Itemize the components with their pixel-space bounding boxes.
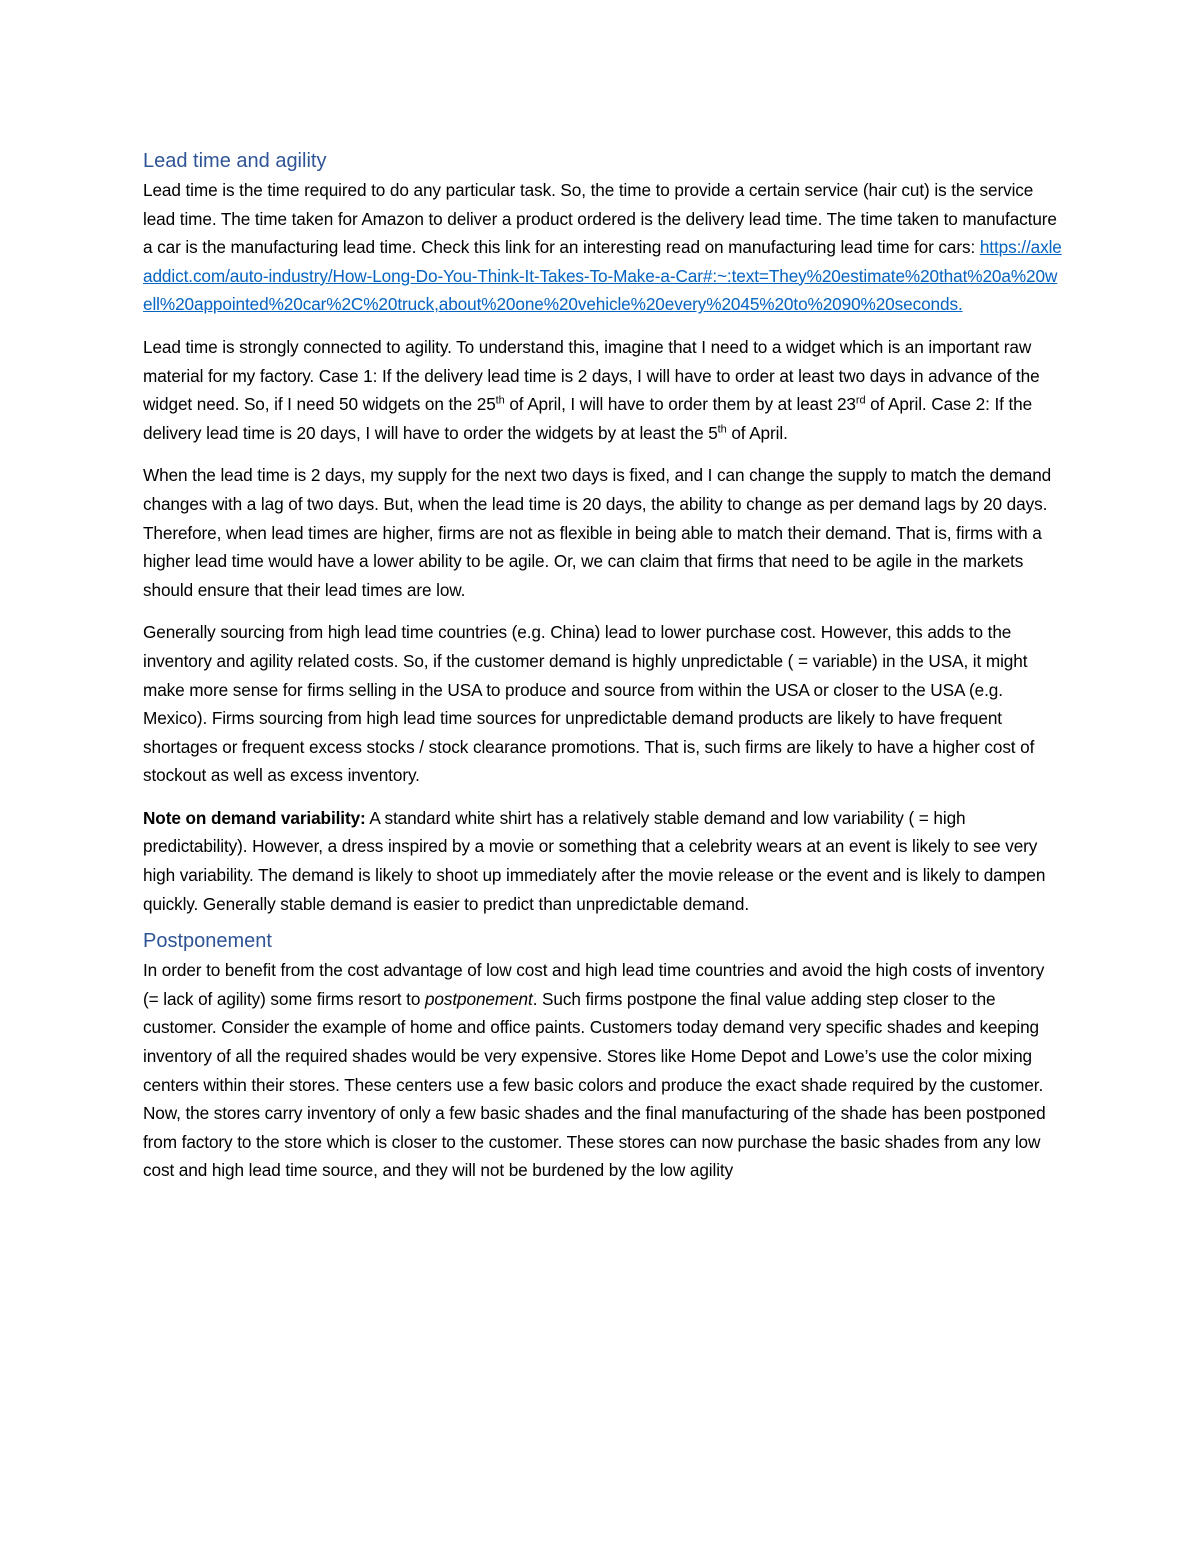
paragraph-sourcing-costs: Generally sourcing from high lead time countries (e.g. China) lead to lower purchase cost. However, this adds to the inventory and agility related costs. So, if the customer demand is highly unpredictable ( = variable) in the USA, it might make more sense for firms selling in the USA to produce and source from within the USA or closer to the USA (e.g. Mexico). Firms sourcing from high lead time sources for unpredictable demand products are likely to have frequent shortages or frequent excess stocks / stock clearance promotions. That is, such firms are likely to have a higher cost of stockout as well as excess inventory. [143,622,1035,786]
ordinal-suffix: th [717,423,727,436]
paragraph-postponement [143,956,1063,1185]
paragraph-demand-variability-note [143,804,1063,918]
ordinal-suffix: rd [855,394,866,407]
italic-term: postponement [424,988,533,1009]
section-heading-postponement: Postponement [143,930,272,953]
paragraph-text: Lead time is the time required to do any particular task. So, the time to provide a certain service (hair cut) is the service lead time. The time taken for Amazon to deliver a product ordered is the delivery lead time. The time taken to manufacture a car is the manufacturing lead time. Check this link for an interesting read on manufacturing lead time for cars: [143,180,1057,258]
paragraph-text: of April. [726,422,788,443]
paragraph-text: A standard white shirt has a relatively stable demand and low variability ( = high predictability). However, a dress inspired by a movie or something that a celebrity wears at an event is likely to see very high variability. The demand is likely to shoot up immediately after the movie release or the event and is likely to dampen quickly. Generally stable demand is easier to predict than unpredictable demand. [143,807,1046,914]
paragraph-text: of April. Case 2: If the delivery lead time is 20 days, I will have to order the widgets by at least the 5 [143,394,1033,443]
ordinal-suffix: th [495,394,505,407]
paragraph-text: of April, I will have to order them by at least 23 [504,394,856,415]
section-heading-lead-time: Lead time and agility [143,150,327,172]
paragraph-lead-time-flexibility: When the lead time is 2 days, my supply for the next two days is fixed, and I can change the supply to match the demand changes with a lag of two days. But, when the lead time is 20 days, the ability to change as per demand lags by 20 days. Therefore, when lead times are higher, firms are not as flexible in being able to match their demand. That is, firms with a higher lead time would have a lower ability to be agile. Or, we can claim that firms that need to be agile in the markets should ensure that their lead times are low. [143,465,1052,600]
paragraph-text: Lead time is strongly connected to agility. To understand this, imagine that I need to a widget which is an important raw material for my factory. Case 1: If the delivery lead time is 2 days, I will have to order at least two days in advance of the widget need. So, if I need 50 widgets on the 25 [143,336,1040,415]
paragraph-text: In order to benefit from the cost advantage of low cost and high lead time countries and avoid the high costs of inventory (= lack of agility) some firms resort to [143,960,1045,1009]
document-page [143,146,1063,1199]
axleaddict-link[interactable]: https://axleaddict.com/auto-industry/How-Long-Do-You-Think-It-Takes-To-Make-a-Car#:~:text=They%20estimate%20that%20a%20well%20appointed%20car%2C%20truck,about%20one%20vehicle%20every%2045%20to%2090%20seconds. [143,237,1062,315]
paragraph-text: . Such firms postpone the final value adding step closer to the customer. Consider the example of home and office paints. Customers today demand very specific shades and keeping inventory of all the required shades would be very expensive. Stores like Home Depot and Lowe’s use the color mixing centers within their stores. These centers use a few basic colors and produce the exact shade required by the customer. Now, the stores carry inventory of only a few basic shades and the final manufacturing of the shade has been postponed from factory to the store which is closer to the customer. These stores can now purchase the basic shades from any low cost and high lead time source, and they will not be burdened by the low agility [143,988,1046,1181]
paragraph-agility-cases [143,333,1063,447]
paragraph-lead-time-definition [143,176,1063,319]
note-label: Note on demand variability: [143,807,366,828]
